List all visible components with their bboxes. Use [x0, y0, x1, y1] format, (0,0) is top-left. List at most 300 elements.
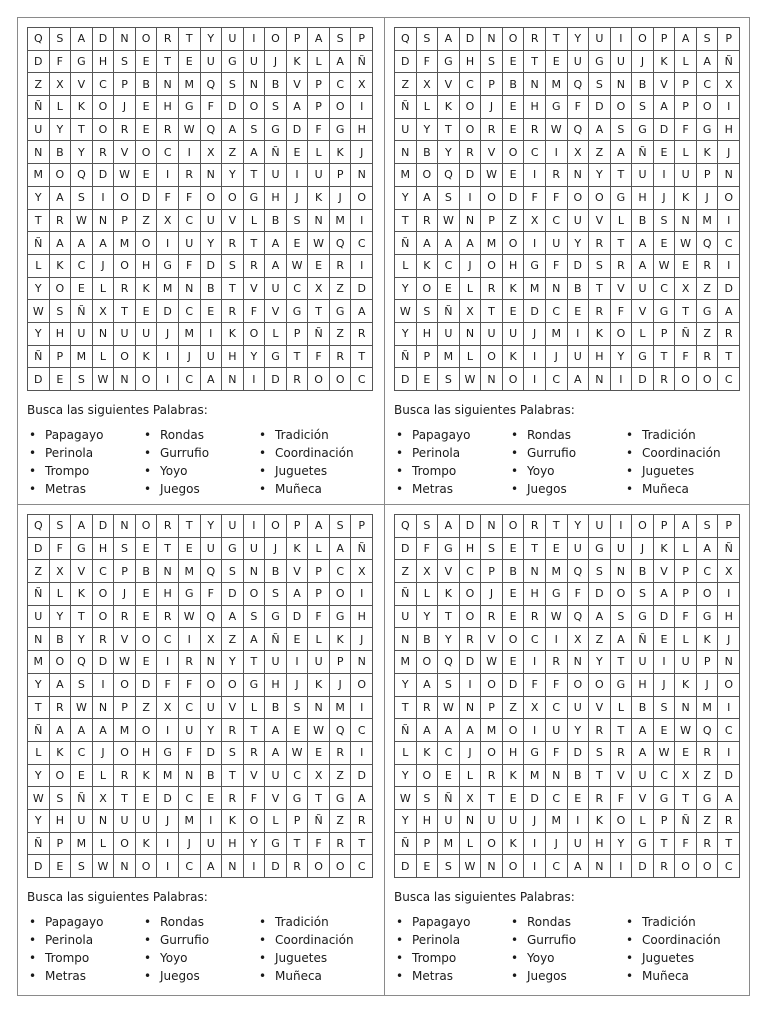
grid-cell[interactable]: A [589, 606, 611, 629]
grid-cell[interactable]: T [244, 719, 266, 742]
grid-cell[interactable]: N [179, 278, 201, 301]
grid-cell[interactable]: U [568, 346, 590, 369]
grid-cell[interactable]: N [244, 560, 266, 583]
grid-cell[interactable]: C [460, 560, 482, 583]
grid-cell[interactable]: Ñ [395, 583, 417, 606]
grid-cell[interactable]: Ñ [632, 141, 654, 164]
grid-cell[interactable]: D [718, 278, 740, 301]
grid-cell[interactable]: D [460, 164, 482, 187]
grid-cell[interactable]: H [50, 810, 72, 833]
grid-cell[interactable]: O [589, 674, 611, 697]
grid-cell[interactable]: B [265, 73, 287, 96]
grid-cell[interactable]: L [460, 833, 482, 856]
grid-cell[interactable]: A [697, 538, 719, 561]
grid-cell[interactable]: O [114, 346, 136, 369]
grid-cell[interactable]: D [460, 651, 482, 674]
grid-cell[interactable]: H [503, 742, 525, 765]
grid-cell[interactable]: I [287, 651, 309, 674]
grid-cell[interactable]: O [114, 255, 136, 278]
grid-cell[interactable]: Y [395, 323, 417, 346]
grid-cell[interactable]: M [330, 210, 352, 233]
grid-cell[interactable]: G [632, 346, 654, 369]
grid-cell[interactable]: D [503, 187, 525, 210]
grid-cell[interactable]: E [417, 368, 439, 391]
grid-cell[interactable]: I [244, 855, 266, 878]
grid-cell[interactable]: R [524, 28, 546, 51]
grid-cell[interactable]: J [460, 742, 482, 765]
grid-cell[interactable]: X [417, 73, 439, 96]
grid-cell[interactable]: P [417, 833, 439, 856]
grid-cell[interactable]: G [287, 787, 309, 810]
grid-cell[interactable]: T [654, 346, 676, 369]
grid-cell[interactable]: M [157, 278, 179, 301]
grid-cell[interactable]: K [417, 255, 439, 278]
grid-cell[interactable]: X [417, 560, 439, 583]
grid-cell[interactable]: N [201, 164, 223, 187]
grid-cell[interactable]: G [697, 606, 719, 629]
grid-cell[interactable]: S [50, 300, 72, 323]
grid-cell[interactable]: U [503, 323, 525, 346]
grid-cell[interactable]: O [481, 742, 503, 765]
grid-cell[interactable]: R [179, 164, 201, 187]
grid-cell[interactable]: V [244, 278, 266, 301]
grid-cell[interactable]: D [568, 255, 590, 278]
grid-cell[interactable]: Q [28, 515, 50, 538]
grid-cell[interactable]: P [308, 96, 330, 119]
grid-cell[interactable]: F [201, 583, 223, 606]
grid-cell[interactable]: A [71, 232, 93, 255]
grid-cell[interactable]: J [654, 674, 676, 697]
grid-cell[interactable]: S [589, 742, 611, 765]
grid-cell[interactable]: R [114, 278, 136, 301]
grid-cell[interactable]: D [589, 96, 611, 119]
grid-cell[interactable]: A [611, 141, 633, 164]
grid-cell[interactable]: F [244, 300, 266, 323]
grid-cell[interactable]: Ñ [395, 232, 417, 255]
grid-cell[interactable]: Q [201, 73, 223, 96]
grid-cell[interactable]: S [114, 51, 136, 74]
grid-cell[interactable]: C [524, 628, 546, 651]
grid-cell[interactable]: E [136, 651, 158, 674]
grid-cell[interactable]: Q [201, 560, 223, 583]
grid-cell[interactable]: K [654, 51, 676, 74]
grid-cell[interactable]: S [417, 787, 439, 810]
grid-cell[interactable]: D [265, 368, 287, 391]
grid-cell[interactable]: A [50, 187, 72, 210]
grid-cell[interactable]: I [568, 810, 590, 833]
grid-cell[interactable]: W [675, 719, 697, 742]
grid-cell[interactable]: P [330, 164, 352, 187]
grid-cell[interactable]: Z [136, 697, 158, 720]
grid-cell[interactable]: R [460, 141, 482, 164]
grid-cell[interactable]: O [481, 833, 503, 856]
grid-cell[interactable]: V [222, 210, 244, 233]
grid-cell[interactable]: D [201, 742, 223, 765]
grid-cell[interactable]: T [589, 278, 611, 301]
grid-cell[interactable]: P [654, 515, 676, 538]
grid-cell[interactable]: Z [28, 560, 50, 583]
grid-cell[interactable]: T [351, 346, 373, 369]
grid-cell[interactable]: L [417, 583, 439, 606]
grid-cell[interactable]: V [114, 628, 136, 651]
grid-cell[interactable]: U [244, 51, 266, 74]
grid-cell[interactable]: I [179, 628, 201, 651]
grid-cell[interactable]: N [524, 560, 546, 583]
grid-cell[interactable]: Y [611, 833, 633, 856]
grid-cell[interactable]: U [546, 232, 568, 255]
grid-cell[interactable]: O [611, 583, 633, 606]
grid-cell[interactable]: U [632, 651, 654, 674]
grid-cell[interactable]: U [481, 810, 503, 833]
grid-cell[interactable]: Y [417, 119, 439, 142]
grid-cell[interactable]: R [589, 232, 611, 255]
grid-cell[interactable]: O [201, 674, 223, 697]
grid-cell[interactable]: P [114, 560, 136, 583]
grid-cell[interactable]: R [481, 278, 503, 301]
grid-cell[interactable]: G [611, 187, 633, 210]
grid-cell[interactable]: I [546, 141, 568, 164]
grid-cell[interactable]: N [93, 323, 115, 346]
grid-cell[interactable]: W [114, 651, 136, 674]
grid-cell[interactable]: G [265, 346, 287, 369]
grid-cell[interactable]: Y [395, 674, 417, 697]
grid-cell[interactable]: E [136, 606, 158, 629]
grid-cell[interactable]: J [157, 323, 179, 346]
grid-cell[interactable]: S [71, 368, 93, 391]
grid-cell[interactable]: O [697, 96, 719, 119]
grid-cell[interactable]: L [244, 210, 266, 233]
grid-cell[interactable]: T [157, 538, 179, 561]
grid-cell[interactable]: C [179, 300, 201, 323]
grid-cell[interactable]: P [481, 73, 503, 96]
grid-cell[interactable]: C [351, 368, 373, 391]
grid-cell[interactable]: N [460, 810, 482, 833]
grid-cell[interactable]: O [675, 855, 697, 878]
grid-cell[interactable]: K [287, 538, 309, 561]
grid-cell[interactable]: U [114, 810, 136, 833]
grid-cell[interactable]: O [611, 810, 633, 833]
grid-cell[interactable]: R [718, 323, 740, 346]
grid-cell[interactable]: O [697, 368, 719, 391]
grid-cell[interactable]: G [632, 606, 654, 629]
grid-cell[interactable]: X [201, 628, 223, 651]
grid-cell[interactable]: N [460, 697, 482, 720]
grid-cell[interactable]: G [438, 538, 460, 561]
grid-cell[interactable]: I [351, 742, 373, 765]
grid-cell[interactable]: L [28, 742, 50, 765]
grid-cell[interactable]: R [697, 346, 719, 369]
grid-cell[interactable]: O [201, 187, 223, 210]
grid-cell[interactable]: U [546, 719, 568, 742]
grid-cell[interactable]: N [675, 697, 697, 720]
grid-cell[interactable]: I [524, 833, 546, 856]
grid-cell[interactable]: L [460, 278, 482, 301]
grid-cell[interactable]: I [93, 674, 115, 697]
grid-cell[interactable]: S [244, 606, 266, 629]
grid-cell[interactable]: U [222, 515, 244, 538]
grid-cell[interactable]: I [244, 515, 266, 538]
grid-cell[interactable]: J [524, 323, 546, 346]
grid-cell[interactable]: K [654, 538, 676, 561]
grid-cell[interactable]: Z [697, 765, 719, 788]
grid-cell[interactable]: A [632, 255, 654, 278]
grid-cell[interactable]: X [308, 765, 330, 788]
grid-cell[interactable]: D [93, 28, 115, 51]
grid-cell[interactable]: I [287, 164, 309, 187]
grid-cell[interactable]: S [71, 187, 93, 210]
grid-cell[interactable]: Z [330, 323, 352, 346]
grid-cell[interactable]: A [93, 719, 115, 742]
grid-cell[interactable]: V [265, 300, 287, 323]
grid-cell[interactable]: Y [417, 606, 439, 629]
grid-cell[interactable]: O [351, 674, 373, 697]
grid-cell[interactable]: S [287, 697, 309, 720]
grid-cell[interactable]: P [50, 346, 72, 369]
grid-cell[interactable]: M [524, 765, 546, 788]
grid-cell[interactable]: F [524, 187, 546, 210]
grid-cell[interactable]: X [524, 210, 546, 233]
grid-cell[interactable]: O [222, 187, 244, 210]
grid-cell[interactable]: D [93, 515, 115, 538]
grid-cell[interactable]: K [50, 255, 72, 278]
grid-cell[interactable]: V [589, 210, 611, 233]
grid-cell[interactable]: G [244, 187, 266, 210]
grid-cell[interactable]: O [417, 651, 439, 674]
grid-cell[interactable]: K [589, 323, 611, 346]
grid-cell[interactable]: D [395, 51, 417, 74]
grid-cell[interactable]: T [222, 278, 244, 301]
grid-cell[interactable]: E [71, 765, 93, 788]
grid-cell[interactable]: F [611, 300, 633, 323]
grid-cell[interactable]: R [157, 515, 179, 538]
grid-cell[interactable]: J [265, 538, 287, 561]
grid-cell[interactable]: K [308, 674, 330, 697]
grid-cell[interactable]: M [395, 651, 417, 674]
grid-cell[interactable]: R [546, 651, 568, 674]
grid-cell[interactable]: O [417, 278, 439, 301]
grid-cell[interactable]: T [589, 765, 611, 788]
grid-cell[interactable]: J [718, 628, 740, 651]
grid-cell[interactable]: F [201, 96, 223, 119]
grid-cell[interactable]: H [460, 51, 482, 74]
grid-cell[interactable]: H [351, 119, 373, 142]
grid-cell[interactable]: M [28, 651, 50, 674]
grid-cell[interactable]: W [28, 300, 50, 323]
grid-cell[interactable]: D [28, 538, 50, 561]
grid-cell[interactable]: X [675, 278, 697, 301]
grid-cell[interactable]: I [244, 28, 266, 51]
grid-cell[interactable]: W [71, 210, 93, 233]
grid-cell[interactable]: U [611, 538, 633, 561]
grid-cell[interactable]: Z [589, 628, 611, 651]
grid-cell[interactable]: P [654, 323, 676, 346]
grid-cell[interactable]: Q [330, 232, 352, 255]
grid-cell[interactable]: Ñ [71, 787, 93, 810]
grid-cell[interactable]: N [718, 651, 740, 674]
grid-cell[interactable]: I [157, 346, 179, 369]
grid-cell[interactable]: K [697, 141, 719, 164]
grid-cell[interactable]: R [589, 300, 611, 323]
grid-cell[interactable]: X [93, 300, 115, 323]
grid-cell[interactable]: T [675, 300, 697, 323]
grid-cell[interactable]: O [222, 674, 244, 697]
grid-cell[interactable]: H [718, 119, 740, 142]
grid-cell[interactable]: M [546, 323, 568, 346]
grid-cell[interactable]: L [93, 278, 115, 301]
grid-cell[interactable]: O [718, 674, 740, 697]
grid-cell[interactable]: V [654, 560, 676, 583]
grid-cell[interactable]: U [438, 810, 460, 833]
grid-cell[interactable]: K [697, 628, 719, 651]
grid-cell[interactable]: Y [244, 833, 266, 856]
grid-cell[interactable]: S [654, 210, 676, 233]
grid-cell[interactable]: N [568, 651, 590, 674]
grid-cell[interactable]: L [611, 210, 633, 233]
grid-cell[interactable]: U [136, 323, 158, 346]
grid-cell[interactable]: I [351, 255, 373, 278]
grid-cell[interactable]: O [611, 96, 633, 119]
grid-cell[interactable]: J [654, 187, 676, 210]
grid-cell[interactable]: Y [395, 810, 417, 833]
grid-cell[interactable]: M [546, 560, 568, 583]
grid-cell[interactable]: F [50, 51, 72, 74]
grid-cell[interactable]: C [718, 368, 740, 391]
grid-cell[interactable]: Y [611, 346, 633, 369]
grid-cell[interactable]: O [244, 323, 266, 346]
grid-cell[interactable]: S [654, 697, 676, 720]
grid-cell[interactable]: L [632, 810, 654, 833]
grid-cell[interactable]: L [308, 538, 330, 561]
grid-cell[interactable]: L [417, 96, 439, 119]
grid-cell[interactable]: H [157, 583, 179, 606]
grid-cell[interactable]: Y [50, 119, 72, 142]
grid-cell[interactable]: W [675, 232, 697, 255]
grid-cell[interactable]: Ñ [71, 300, 93, 323]
grid-cell[interactable]: T [675, 787, 697, 810]
grid-cell[interactable]: H [524, 96, 546, 119]
grid-cell[interactable]: T [71, 119, 93, 142]
grid-cell[interactable]: C [179, 787, 201, 810]
grid-cell[interactable]: Q [201, 606, 223, 629]
grid-cell[interactable]: K [136, 833, 158, 856]
grid-cell[interactable]: I [157, 368, 179, 391]
grid-cell[interactable]: C [546, 697, 568, 720]
grid-cell[interactable]: R [114, 119, 136, 142]
grid-cell[interactable]: E [136, 96, 158, 119]
grid-cell[interactable]: O [460, 606, 482, 629]
grid-cell[interactable]: N [611, 73, 633, 96]
grid-cell[interactable]: Ñ [395, 833, 417, 856]
grid-cell[interactable]: Ñ [395, 719, 417, 742]
grid-cell[interactable]: A [460, 232, 482, 255]
grid-cell[interactable]: O [114, 742, 136, 765]
grid-cell[interactable]: O [136, 855, 158, 878]
grid-cell[interactable]: A [71, 515, 93, 538]
grid-cell[interactable]: R [417, 210, 439, 233]
grid-cell[interactable]: E [503, 164, 525, 187]
grid-cell[interactable]: O [244, 810, 266, 833]
grid-cell[interactable]: W [460, 368, 482, 391]
grid-cell[interactable]: S [632, 96, 654, 119]
grid-cell[interactable]: Q [71, 164, 93, 187]
grid-cell[interactable]: R [93, 141, 115, 164]
grid-cell[interactable]: P [308, 73, 330, 96]
grid-cell[interactable]: F [308, 833, 330, 856]
grid-cell[interactable]: K [222, 323, 244, 346]
grid-cell[interactable]: A [417, 719, 439, 742]
grid-cell[interactable]: D [287, 119, 309, 142]
grid-cell[interactable]: X [351, 73, 373, 96]
grid-cell[interactable]: A [287, 583, 309, 606]
grid-cell[interactable]: Y [28, 810, 50, 833]
grid-cell[interactable]: T [71, 606, 93, 629]
grid-cell[interactable]: A [265, 719, 287, 742]
grid-cell[interactable]: G [287, 300, 309, 323]
grid-cell[interactable]: S [697, 515, 719, 538]
grid-cell[interactable]: S [222, 73, 244, 96]
grid-cell[interactable]: D [351, 278, 373, 301]
grid-cell[interactable]: Z [503, 697, 525, 720]
grid-cell[interactable]: D [395, 855, 417, 878]
grid-cell[interactable]: A [438, 515, 460, 538]
grid-cell[interactable]: B [50, 141, 72, 164]
grid-cell[interactable]: R [351, 323, 373, 346]
grid-cell[interactable]: J [93, 255, 115, 278]
grid-cell[interactable]: O [244, 583, 266, 606]
grid-cell[interactable]: G [546, 583, 568, 606]
grid-cell[interactable]: D [351, 765, 373, 788]
grid-cell[interactable]: C [438, 742, 460, 765]
grid-cell[interactable]: S [222, 742, 244, 765]
grid-cell[interactable]: U [179, 232, 201, 255]
grid-cell[interactable]: S [589, 73, 611, 96]
grid-cell[interactable]: Z [330, 278, 352, 301]
grid-cell[interactable]: A [71, 719, 93, 742]
grid-cell[interactable]: U [568, 210, 590, 233]
grid-cell[interactable]: T [114, 787, 136, 810]
grid-cell[interactable]: O [308, 368, 330, 391]
grid-cell[interactable]: S [265, 96, 287, 119]
grid-cell[interactable]: O [503, 515, 525, 538]
grid-cell[interactable]: E [503, 651, 525, 674]
grid-cell[interactable]: B [632, 697, 654, 720]
grid-cell[interactable]: T [546, 515, 568, 538]
grid-cell[interactable]: V [438, 560, 460, 583]
grid-cell[interactable]: K [675, 187, 697, 210]
grid-cell[interactable]: M [438, 346, 460, 369]
grid-cell[interactable]: I [157, 164, 179, 187]
grid-cell[interactable]: E [675, 742, 697, 765]
grid-cell[interactable]: X [93, 787, 115, 810]
grid-cell[interactable]: N [351, 164, 373, 187]
grid-cell[interactable]: M [395, 164, 417, 187]
grid-cell[interactable]: W [438, 210, 460, 233]
grid-cell[interactable]: M [179, 323, 201, 346]
grid-cell[interactable]: I [351, 96, 373, 119]
grid-cell[interactable]: A [589, 119, 611, 142]
grid-cell[interactable]: X [524, 697, 546, 720]
grid-cell[interactable]: A [71, 28, 93, 51]
grid-cell[interactable]: X [568, 141, 590, 164]
grid-cell[interactable]: O [632, 515, 654, 538]
grid-cell[interactable]: Ñ [308, 810, 330, 833]
grid-cell[interactable]: O [568, 674, 590, 697]
grid-cell[interactable]: U [568, 51, 590, 74]
grid-cell[interactable]: R [481, 606, 503, 629]
grid-cell[interactable]: M [481, 719, 503, 742]
grid-cell[interactable]: U [265, 164, 287, 187]
grid-cell[interactable]: R [417, 697, 439, 720]
